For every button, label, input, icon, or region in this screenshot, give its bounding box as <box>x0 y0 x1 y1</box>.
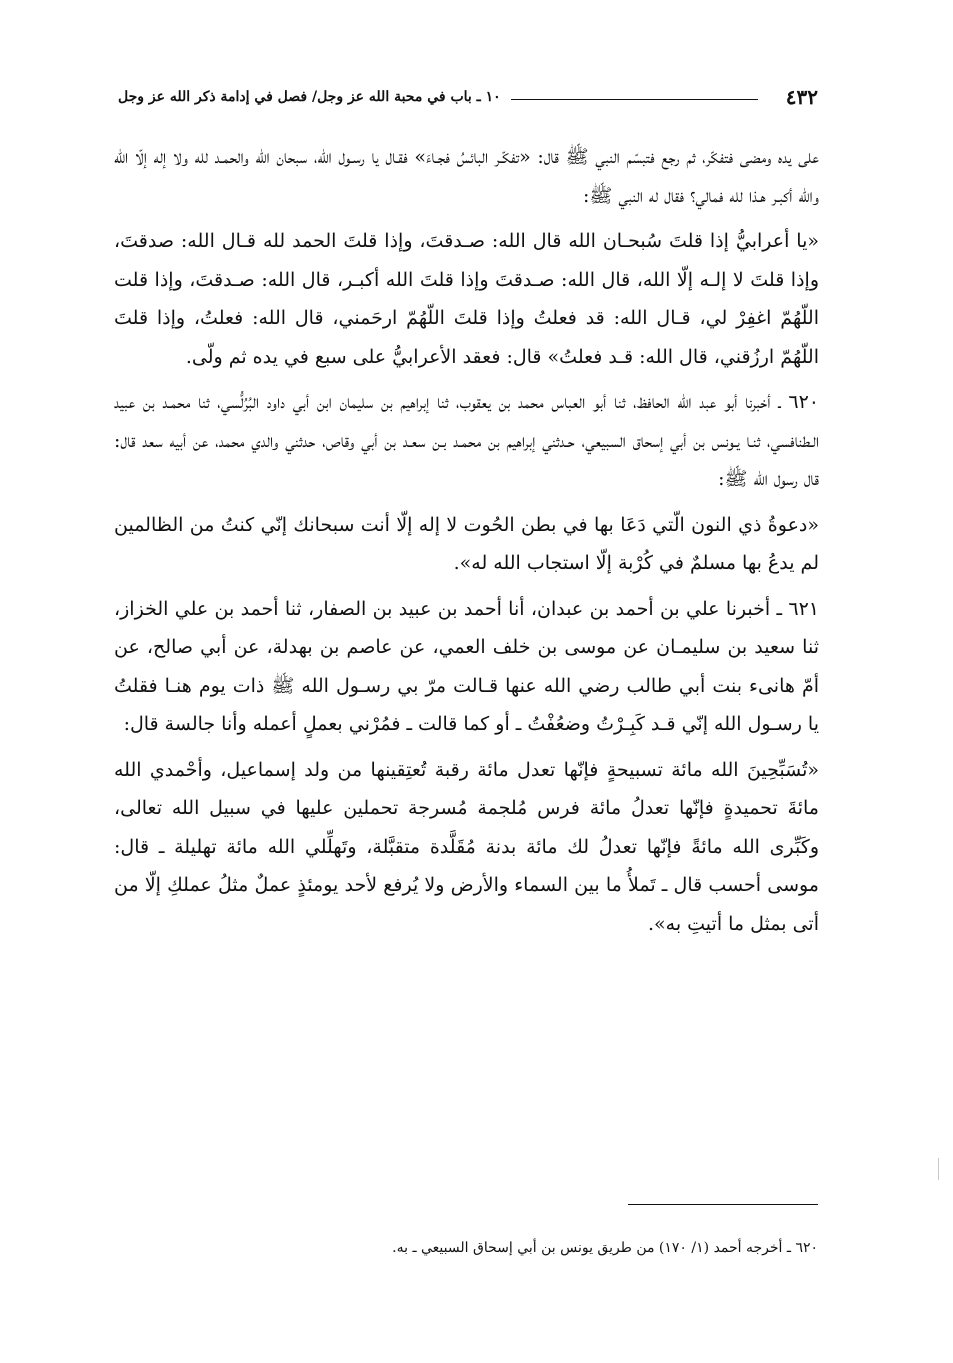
running-header <box>118 82 818 112</box>
chapter-title: ١٠ ـ باب في محبة الله عز وجل/ فصل في إدامة ذكر الله عز وجل <box>118 89 501 105</box>
paragraph-hadith-text: «يا أعرابيُّ إذا قلتَ سُبحـان الله قال الله: صـدقتَ، وإذا قلتَ الحمد لله قـال الله: صدقتَ، وإذا قلتَ لا إلـه إلّا الله، قال الله: صـدقتَ وإذا قلتَ الله أكبـر، قال الله: صـدقتَ، وإذا قلت اللّهُمّ اغفِرْ لي، قـال الله: قد فعلتُ وإذا قلتَ اللّهُمّ ارحَمني، قال الله: فعلتُ، وإذا قلتَ اللّهُمّ ارزُقني، قال الله: قـد فعلتُ» قال: فعقد الأعرابيُّ على سبع في يده ثم ولّى. <box>114 230 819 368</box>
page-number: ٤٣٢ <box>785 85 818 109</box>
body-text <box>114 138 819 950</box>
paragraph-continuation: على يده ومضى فتفكّر، ثم رجع فتبسّم النبي ﷺ قال: «تفكّـر البائسُ فجـاءَ» فقـال يا رسـول الله، سبحان الله والحمـد لله ولا إله إلّا الله والله أكبـر هـذا لله فمالي؟ فقال له النبي ﷺ: <box>114 146 819 207</box>
footnote-separator <box>628 1204 818 1205</box>
header-rule <box>511 99 758 100</box>
paragraph-hadith-621: ٦٢١ ـ أخبرنا علي بن أحمد بن عبدان، أنا أحمد بن عبيد بن الصفار، ثنا أحمد بن علي الخزاز، ثنا سعيد بن سليمـان عن موسى بن خلف العمي، عن عاصم بن بهدلة، عن أبي صالح، عن أمّ هانىء بنت أبي طالب رضي الله عنها قـالت مرّ بي رسـول الله ﷺ ذات يوم هنـا فقلتُ يا رسـول الله إنّي قـد كَبِـرْتُ وضعُفْتُ ـ أو كما قالت ـ فمُرْني بعملٍ أعمله وأنا جالسة قال: <box>114 597 819 735</box>
paragraph-hadith-text: «دعوةُ ذي النون الّتي دَعَا بها في بطن الحُوت لا إله إلّا أنت سبحانك إنّي كنتُ من الظالمين لم يدعُ بها مسلمٌ في كُرْبة إلّا استجاب الله له». <box>114 513 819 574</box>
paragraph-hadith-620: ٦٢٠ ـ أخبرنا أبو عبد الله الحافظ، ثنا أبو العباس محمد بن يعقوب، ثنا إبراهيم بن سليمان ابن أبي داود البُرُلُّسي، ثنا محمـد بن عبيد الـطنافسي، ثنـا يـونس بن أبي إسحاق السبيعي، حـدثني إبراهيم بن محمـد بـن سعـد بن أبي وقاص، حدثني والدي محمد، عن أبيه سعد قال: قال رسول الله ﷺ: <box>114 391 819 490</box>
margin-mark <box>938 1158 939 1180</box>
paragraph-hadith-text: «تُسَبِّحِينَ الله مائة تسبيحةٍ فإنّها تعدل مائة رقبة تُعتِقينها من ولد إسماعيل، وأحْمدي الله مائةَ تحميدةٍ فإنّها تعدلُ مائة فرس مُلجمة مُسرجة تحملين عليها في سبيل الله تعالى، وكَبِّرى الله مائةً فإنّها تعدلُ لك مائة بدنة مُقَلَّدة متقبَّلة، وتَهلِّلي الله مائة تهليلة ـ قال: موسى أحسب قال ـ تَملأُ ما بين السماء والأرض ولا يُرفع لأحد يومئذٍ عملٌ مثلُ عملكِ إلّا من أتى بمثل ما أتيتِ به». <box>114 758 819 935</box>
footnote: ٦٢٠ ـ أخرجه أحمد (١/ ١٧٠) من طريق يونس بن أبي إسحاق السبيعي ـ به. <box>392 1240 818 1256</box>
